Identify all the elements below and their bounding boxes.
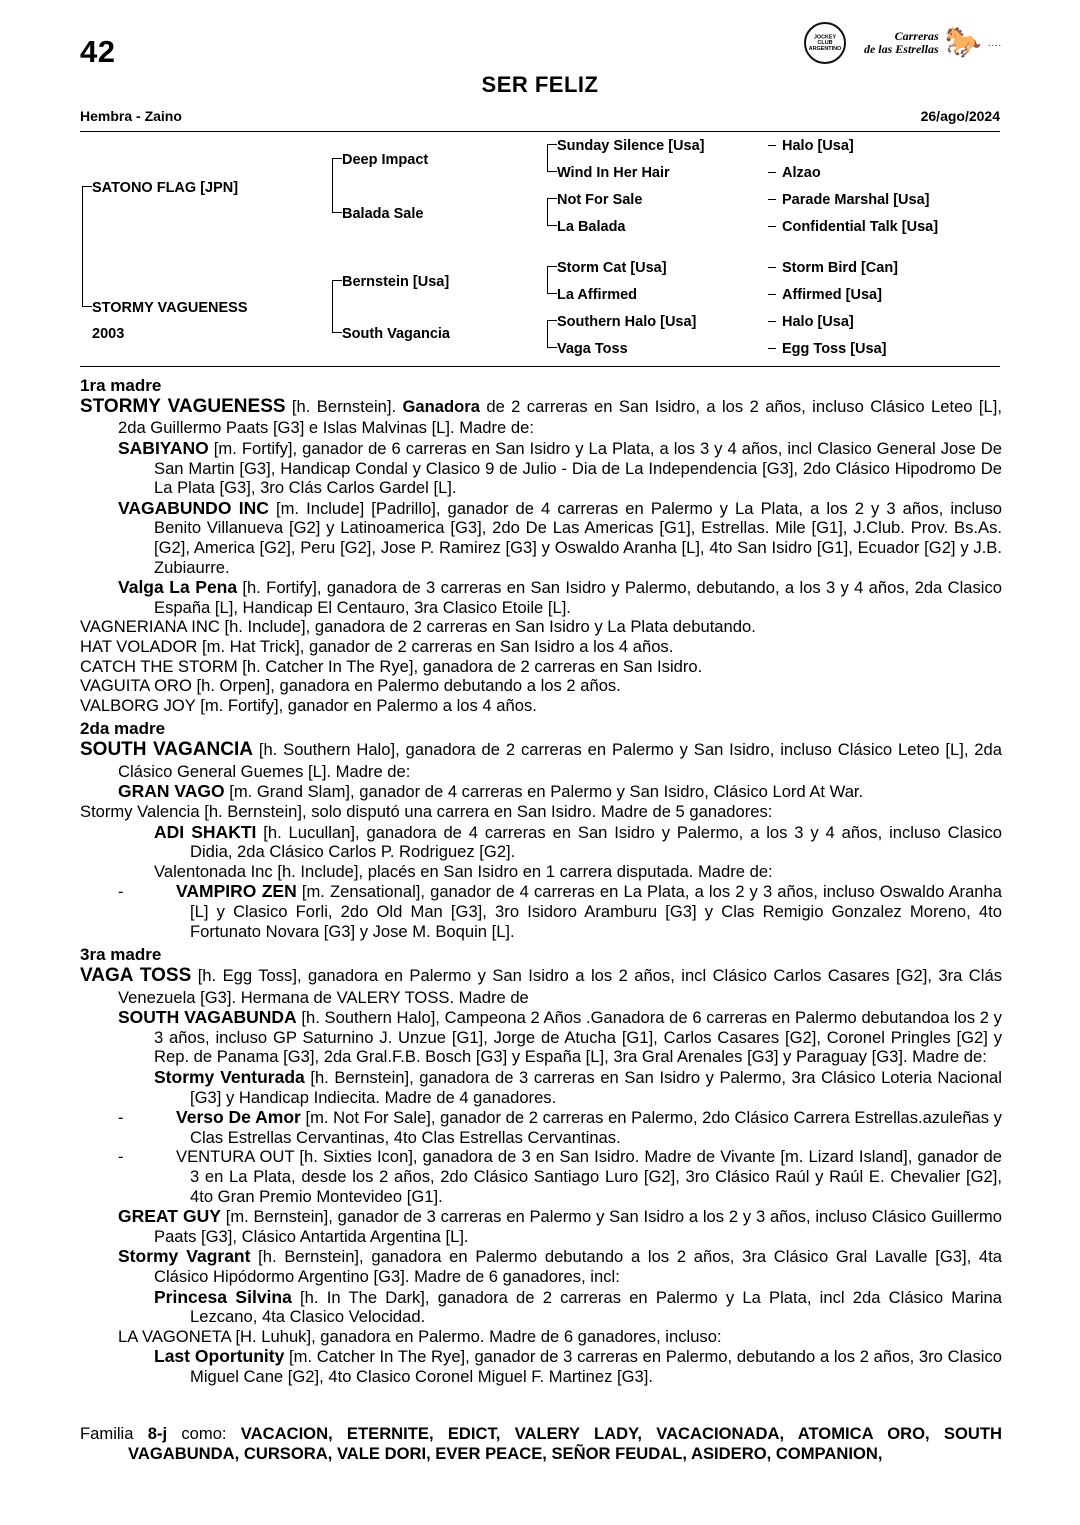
bracket-line <box>332 158 333 212</box>
produce-item <box>80 1147 1002 1206</box>
produce-name: GRAN VAGO <box>118 781 225 802</box>
bracket-line <box>547 171 557 172</box>
bracket-line <box>82 186 83 306</box>
produce-body: [m. Grand Slam], ganador de 4 carreras en Palermo y San Isidro, Clásico Lord At War. <box>224 782 864 802</box>
produce-item <box>80 1246 1002 1286</box>
pedigree-text <box>80 372 1002 1387</box>
produce-body: [m. Catcher In The Rye], ganador de 3 carreras en Palermo, debutando a los 2 años, 3ro Clasico Miguel Cane [G2], 4to Clasico Coronel Miguel F. Martinez [G3]. <box>190 1347 1003 1387</box>
pedigree-gen3-3: Not For Sale <box>557 192 643 208</box>
produce-name: VAMPIRO ZEN <box>176 881 297 902</box>
bullet-marker: - <box>118 1147 124 1167</box>
produce-name: VALBORG JOY <box>80 695 196 715</box>
pedigree-gen3-6: La Affirmed <box>557 287 638 303</box>
produce-body: [h. Bernstein], ganadora de 3 carreras en San Isidro y Palermo, 3ra Clásico Loteria Nacional [G3] y Handicap Indiecita. Madre de 4 ganadores. <box>190 1067 1002 1107</box>
pedigree-gen2-3: Bernstein [Usa] <box>342 274 450 290</box>
section-title-first-dam: 1ra madre <box>80 376 162 395</box>
family-number: 8-j <box>147 1424 168 1443</box>
sex-coat-label: Hembra - Zaino <box>80 108 182 124</box>
catalog-number: 42 <box>80 34 116 69</box>
produce-body: [h. Southern Halo], Campeona 2 Años .Ganadora de 6 carreras en Palermo debutandoa los 2 y 3 años, incluso GP Saturnino J. Unzue [G1], Jorge de Atucha [G1], Carlos Casares [G2], Coronel Pringles [G2] y Rep. de Panama [G3], 2da Gral.F.B. Bosch [G3] y España [L], 3ra Gral Arenales [G3] y Paraguay [G3]. Madre de: <box>154 1008 1002 1067</box>
produce-item <box>80 617 1002 637</box>
brand-line-2: de las Estrellas <box>863 42 939 56</box>
produce-name: GREAT GUY <box>118 1206 221 1227</box>
produce-body: [m. Include] [Padrillo], ganador de 4 carreras en Palermo y La Plata, a los 2 y 3 años, incluso Benito Villanueva [G2] y Latinoamerica [G3], 2do De Las Americas [G1], Estrellas. Mile [G1], J.Club. Prov. Bs.As. [G2], America [G2], Peru [G2], Jose P. Ramirez [G3] y Oswaldo Aranha [L], 4to San Isidro [G1], Ecuador [G2] y J.B. Zubiaurre. <box>154 498 1002 577</box>
bracket-line <box>332 332 342 333</box>
brand-text <box>864 30 939 56</box>
produce-item <box>80 1206 1002 1246</box>
bracket-line <box>547 266 548 293</box>
produce-item <box>80 577 1002 617</box>
pedigree-gen4-5: Storm Bird [Can] <box>782 260 898 276</box>
section-title-third-dam: 3ra madre <box>80 945 162 965</box>
pedigree-gen4-4: Confidential Talk [Usa] <box>782 219 939 235</box>
family-line <box>80 1424 1002 1464</box>
family-list: VACACION, ETERNITE, EDICT, VALERY LADY, VACACIONADA, ATOMICA ORO, SOUTH VAGABUNDA, CURSORA, VALE DORI, EVER PEACE, SEÑOR FEUDAL, ASIDERO, COMPANION, <box>128 1424 1002 1463</box>
pedigree-gen4-3: Parade Marshal [Usa] <box>782 192 930 208</box>
bracket-line <box>547 198 548 225</box>
bracket-line <box>547 198 557 199</box>
brand-line-1: Carreras <box>894 28 939 43</box>
produce-name: SABIYANO <box>118 438 209 459</box>
bracket-line <box>547 266 557 267</box>
bracket-line <box>332 280 342 281</box>
divider-bottom <box>80 366 1000 367</box>
racehorse-icon: 🐎 <box>944 26 982 59</box>
produce-body: [h. Bernstein], solo disputó una carrera en San Isidro. Madre de 5 ganadores: <box>199 801 773 821</box>
pedigree-sire: SATONO FLAG [JPN] <box>92 180 239 196</box>
pedigree-gen4-1: Halo [Usa] <box>782 138 854 154</box>
bracket-line <box>332 280 333 332</box>
bracket-line <box>768 172 776 173</box>
produce-name: Last Oportunity <box>154 1346 285 1367</box>
produce-name: VENTURA OUT <box>176 1147 295 1167</box>
bracket-line <box>768 199 776 200</box>
bracket-line <box>547 320 548 347</box>
produce-item <box>80 881 1002 941</box>
third-dam-entry <box>80 965 1002 1007</box>
bracket-line <box>768 348 776 349</box>
pedigree-gen3-5: Storm Cat [Usa] <box>557 260 667 276</box>
produce-item <box>80 1107 1002 1147</box>
pedigree-gen3 <box>545 136 760 362</box>
bracket-line <box>768 321 776 322</box>
pedigree-gen4-6: Affirmed [Usa] <box>782 287 882 303</box>
produce-name: VAGABUNDO INC <box>118 497 269 518</box>
produce-name: Valentonada Inc <box>154 861 273 881</box>
produce-name: Princesa Silvina <box>154 1286 292 1307</box>
produce-name: LA VAGONETA <box>118 1326 231 1346</box>
bracket-line <box>768 267 776 268</box>
produce-body: [m. Fortify], ganador de 6 carreras en San Isidro y La Plata, a los 3 y 4 años, incl Clasico General Jose De San Martin [G3], Handicap Condal y Clasico 9 de Julio - Dia de La Independencia [G3], 2do Clásico Hipodromo De La Plata [G3], 3ro Clás Carlos Gardel [L]. <box>154 439 1002 498</box>
bracket-line <box>332 158 342 159</box>
produce-item <box>80 498 1002 577</box>
pedigree-dam-year: 2003 <box>92 326 125 342</box>
foaling-date: 26/ago/2024 <box>920 108 1000 124</box>
produce-body: [h. Lucullan], ganadora de 4 carreras en San Isidro y Palermo, a los 3 y 4 años, incluso Clasico Didia, 2da Clásico Carlos P. Rodriguez [G2]. <box>190 822 1002 862</box>
produce-name: Stormy Vagrant <box>118 1246 251 1267</box>
produce-body: [h. Orpen], ganadora en Palermo debutando a los 2 años. <box>191 676 621 696</box>
produce-name: VAGNERIANA INC <box>80 617 220 637</box>
section-title-second-dam: 2da madre <box>80 719 166 739</box>
pedigree-gen4-7: Halo [Usa] <box>782 314 854 330</box>
divider-top <box>80 131 1000 132</box>
produce-name: Verso De Amor <box>176 1107 301 1128</box>
produce-body: [h. Bernstein], ganadora en Palermo debutando a los 2 años, 3ra Clásico Gral Lavalle [G3], 4ta Clásico Hipódormo Argentino [G3]. Madre de 6 ganadores, incl: <box>154 1247 1002 1287</box>
third-dam-body: [h. Egg Toss], ganadora en Palermo y San Isidro a los 2 años, incl Clásico Carlos Casares [G2], 3ra Clás Venezuela [G3]. Hermana de VALERY TOSS. Madre de <box>118 966 1002 1007</box>
produce-body: [h. Include], ganadora de 2 carreras en San Isidro y La Plata debutando. <box>219 617 756 637</box>
second-dam-entry <box>80 739 1002 781</box>
produce-item <box>80 802 1002 822</box>
produce-name: VAGUITA ORO <box>80 676 192 696</box>
produce-body: [h. In The Dark], ganadora de 2 carreras en Palermo y La Plata, incl 2da Clásico Marina Lezcano, 4ta Clasico Velocidad. <box>190 1287 1002 1327</box>
bracket-line <box>547 225 557 226</box>
first-dam-detail: [h. Bernstein]. <box>285 397 403 417</box>
pedigree-gen3-1: Sunday Silence [Usa] <box>557 138 705 154</box>
stars-icon: .... <box>987 38 1002 48</box>
page-title: SER FELIZ <box>481 72 599 97</box>
second-dam-name: SOUTH VAGANCIA <box>80 739 253 761</box>
produce-item <box>80 822 1002 862</box>
logo-group <box>804 22 1002 64</box>
produce-item <box>80 1287 1002 1327</box>
family-como: como: <box>181 1424 227 1443</box>
produce-name: Stormy Valencia <box>80 801 200 821</box>
bracket-line <box>547 144 548 171</box>
bracket-line <box>332 212 342 213</box>
produce-body: [h. Sixties Icon], ganadora de 3 en San Isidro. Madre de Vivante [m. Lizard Island], ganador de 3 en La Plata, desde los 2 años, 2do Clásico Santiago Luro [G2], 3ro Clásico Raúl y Raúl E. Chevalier [G2], 4to Gran Premio Montevideo [G1]. <box>190 1147 1002 1206</box>
produce-item <box>80 637 1002 657</box>
pedigree-gen3-8: Vaga Toss <box>557 341 628 357</box>
pedigree-gen2-4: South Vagancia <box>342 326 450 342</box>
produce-body: [m. Not For Sale], ganador de 2 carreras en Palermo, 2do Clásico Carrera Estrellas.azuleñas y Clas Estrellas Cervantinas, 4to Clas Estrellas Cervantinas. <box>190 1108 1002 1147</box>
second-dam-body: [h. Southern Halo], ganadora de 2 carreras en Palermo y San Isidro, incluso Clásico Leteo [L], 2da Clásico General Guemes [L]. Madre de: <box>118 740 1002 781</box>
pedigree-gen4-8: Egg Toss [Usa] <box>782 341 887 357</box>
produce-item <box>80 657 1002 677</box>
bracket-line <box>768 145 776 146</box>
produce-item <box>80 862 1002 882</box>
jockey-club-seal-icon <box>804 22 846 64</box>
produce-name: Stormy Venturada <box>154 1066 305 1087</box>
bracket-line <box>82 186 92 187</box>
carreras-de-las-estrellas-logo <box>864 28 1002 58</box>
family-label: Familia <box>80 1424 134 1443</box>
produce-body: [m. Zensational], ganador de 4 carreras en La Plata, a los 2 y 3 años, incluso Oswaldo Aranha [L] y Clasico Forli, 2do Old Man [G3], 3ro Isidoro Aramburu [G3] y Clas Remigio Gonzalez Moreno, 4to Fortunato Novara [G3] y Jose M. Boquin [L]. <box>190 882 1002 941</box>
pedigree-gen4 <box>768 136 1000 362</box>
produce-name: Valga La Pena <box>118 577 238 598</box>
bracket-line <box>768 294 776 295</box>
pedigree-gen3-7: Southern Halo [Usa] <box>557 314 697 330</box>
bracket-line <box>547 320 557 321</box>
produce-item <box>80 696 1002 716</box>
bracket-line <box>82 306 92 307</box>
seal-text: JOCKEY CLUB ARGENTINO <box>808 34 842 52</box>
bracket-line <box>547 293 557 294</box>
produce-body: [H. Luhuk], ganadora en Palermo. Madre de 6 ganadores, incluso: <box>230 1326 722 1346</box>
pedigree-gen4-2: Alzao <box>782 165 821 181</box>
produce-body: [m. Fortify], ganador en Palermo a los 4 años. <box>195 695 537 715</box>
produce-item <box>80 1327 1002 1347</box>
produce-item <box>80 438 1002 498</box>
produce-name: HAT VOLADOR <box>80 637 198 656</box>
produce-name: CATCH THE STORM <box>80 656 238 676</box>
pedigree-chart <box>80 136 1000 362</box>
produce-name: SOUTH VAGABUNDA <box>118 1007 297 1028</box>
produce-body: [m. Hat Trick], ganador de 2 carreras en San Isidro a los 4 años. <box>197 637 674 656</box>
produce-body: [h. Catcher In The Rye], ganadora de 2 carreras en San Isidro. <box>237 656 703 676</box>
produce-body: [h. Include], placés en San Isidro en 1 carrera disputada. Madre de: <box>272 861 773 881</box>
produce-item <box>80 781 1002 802</box>
third-dam-name: VAGA TOSS <box>80 965 192 987</box>
subheader <box>80 108 1000 124</box>
bullet-marker: - <box>118 882 124 902</box>
produce-item <box>80 1007 1002 1067</box>
pedigree-gen3-4: La Balada <box>557 219 626 235</box>
produce-item <box>80 1067 1002 1107</box>
first-dam-rest: de 2 carreras en San Isidro, a los 2 años, incluso Clásico Leteo [L], 2da Guillermo Paats [G3] e Islas Malvinas [L]. Madre de: <box>118 397 1002 438</box>
bracket-line <box>547 347 557 348</box>
first-dam-result: Ganadora <box>402 397 480 417</box>
produce-item <box>80 1346 1002 1386</box>
produce-name: ADI SHAKTI <box>154 821 257 842</box>
first-dam-name: STORMY VAGUENESS <box>80 396 286 418</box>
bracket-line <box>768 226 776 227</box>
pedigree-gen2-1: Deep Impact <box>342 152 429 168</box>
bullet-marker: - <box>118 1108 124 1128</box>
pedigree-gen3-2: Wind In Her Hair <box>557 165 670 181</box>
produce-body: [h. Fortify], ganadora de 3 carreras en San Isidro y Palermo, debutando, a los 3 y 4 años, 2da Clasico España [L], Handicap El Centauro, 3ra Clasico Etoile [L]. <box>154 578 1002 617</box>
pedigree-gen1 <box>80 136 330 362</box>
pedigree-dam: STORMY VAGUENESS <box>92 300 248 316</box>
first-dam-entry <box>80 396 1002 438</box>
produce-item <box>80 676 1002 696</box>
pedigree-gen2-2: Balada Sale <box>342 206 424 222</box>
produce-body: [m. Bernstein], ganador de 3 carreras en Palermo y San Isidro a los 2 y 3 años, incluso Clásico Guillermo Paats [G3], Clásico Antartida Argentina [L]. <box>154 1207 1002 1246</box>
bracket-line <box>547 144 557 145</box>
pedigree-gen2 <box>330 136 545 362</box>
